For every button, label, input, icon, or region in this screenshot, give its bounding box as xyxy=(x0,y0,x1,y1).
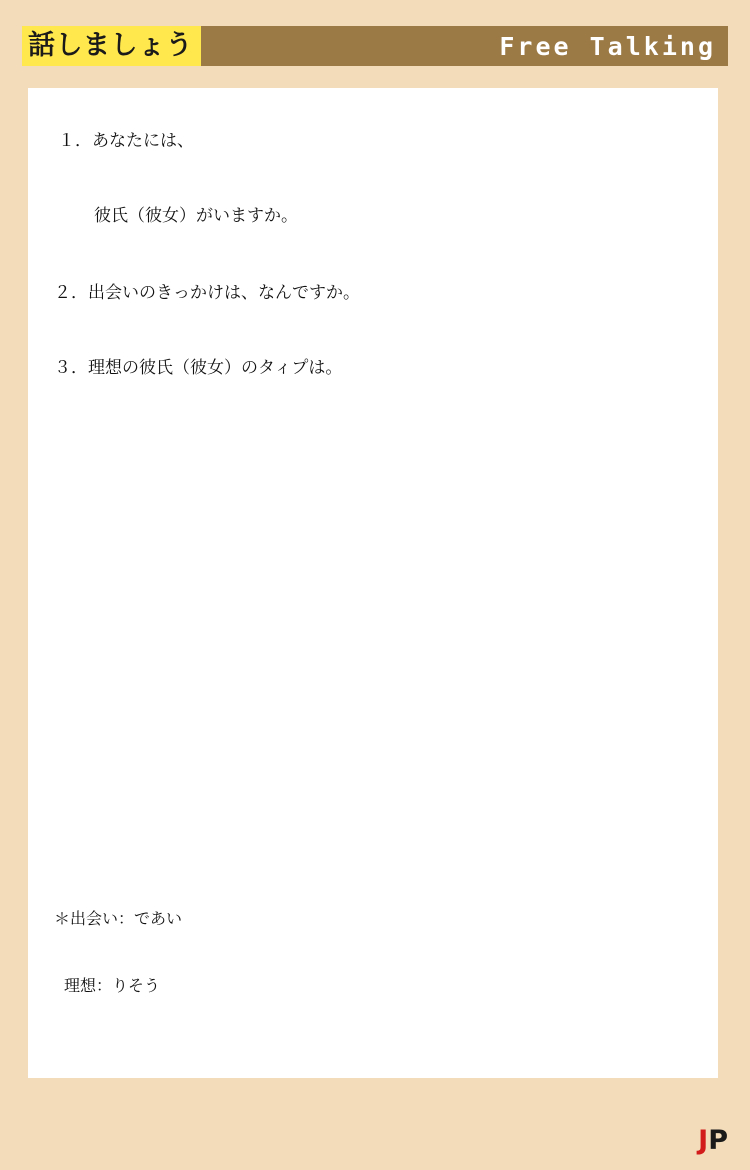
question-1-line-1: １．あなたには、 xyxy=(58,131,194,151)
question-3: ３．理想の彼氏（彼女）のタィプは。 xyxy=(54,358,343,378)
vocabulary-notes xyxy=(54,906,182,996)
question-2: ２．出会いのきっかけは、なんですか。 xyxy=(54,283,360,303)
worksheet-sheet xyxy=(28,88,718,1078)
footer-mark xyxy=(698,1125,728,1156)
note-line-2: 理想：りそう xyxy=(64,976,161,995)
header-title-japanese: 話しましょう xyxy=(22,26,201,66)
header-title-english: Free Talking xyxy=(499,31,716,61)
footer-mark-j: J xyxy=(698,1125,709,1156)
question-1-line-2: 彼氏（彼女）がいますか。 xyxy=(94,206,298,226)
header-bar xyxy=(201,26,728,66)
note-line-1: ＊出会い：であい xyxy=(54,909,183,928)
page-header xyxy=(22,26,728,66)
footer-mark-p: P xyxy=(708,1125,728,1156)
